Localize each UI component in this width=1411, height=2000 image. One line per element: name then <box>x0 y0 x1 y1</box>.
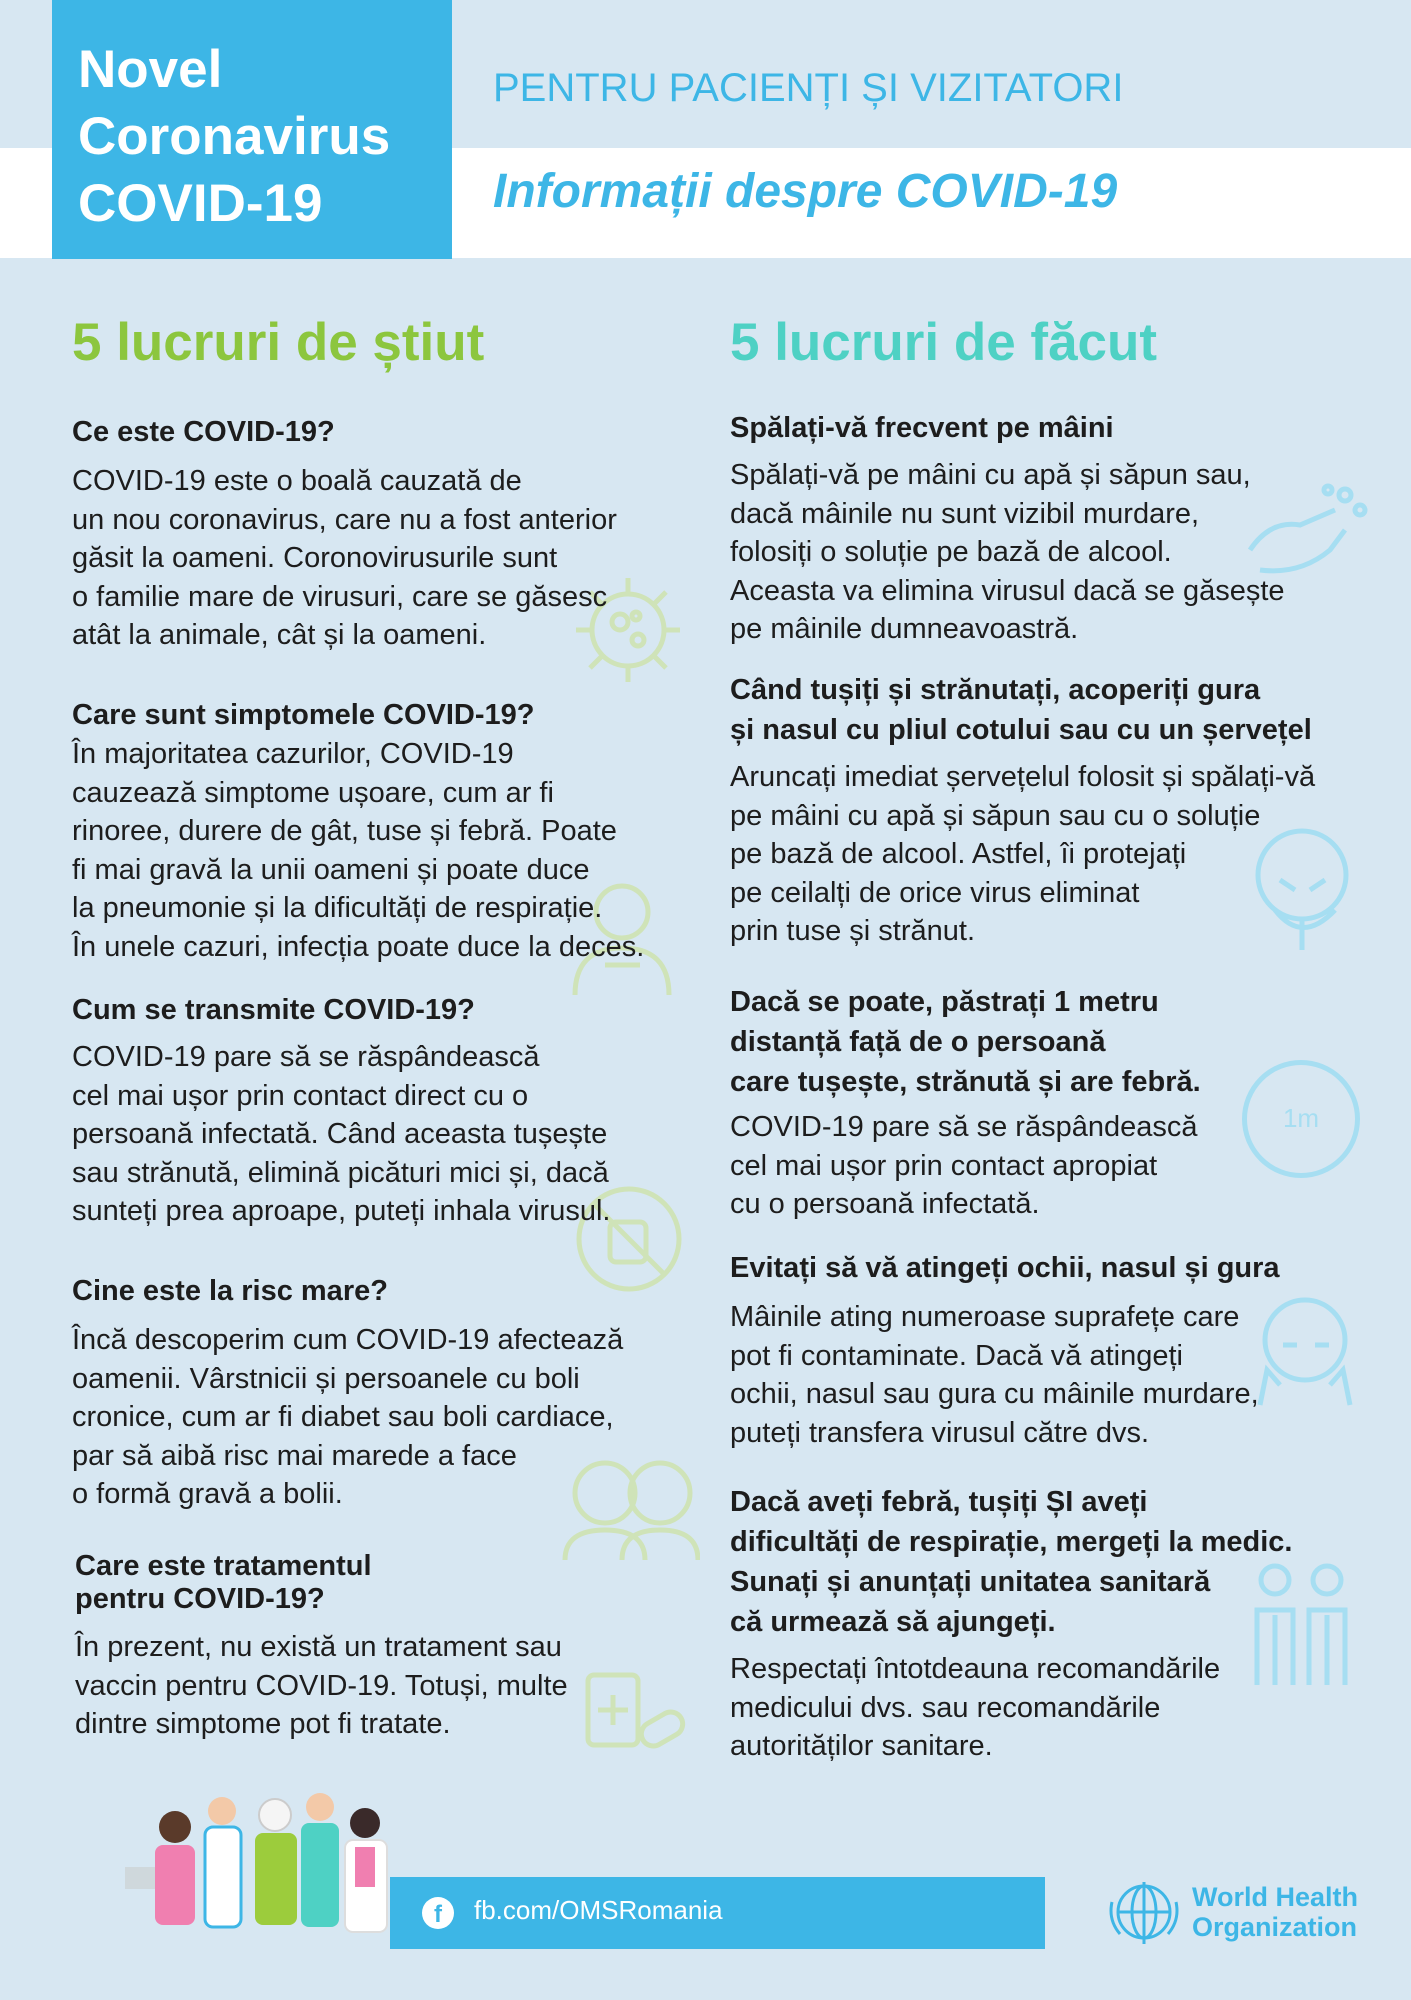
section-heading: dificultăți de respirație, mergeți la medic. <box>730 1526 1293 1558</box>
section-heading: distanță față de o persoană <box>730 1026 1106 1058</box>
section-text-line: cu o persoană infectată. <box>730 1188 1040 1220</box>
section-heading: Dacă aveți febră, tușiți ȘI aveți <box>730 1486 1148 1518</box>
section-text-line: pe bază de alcool. Astfel, îi protejați <box>730 838 1187 870</box>
right-section-3 <box>730 982 1201 1224</box>
section-heading: Care este tratamentul <box>75 1550 372 1582</box>
section-text-line: COVID-19 pare să se răspândească <box>72 1041 540 1073</box>
who-line: Organization <box>1192 1912 1358 1942</box>
section-text-line: cauzează simptome ușoare, cum ar fi <box>72 776 554 809</box>
right-section-2 <box>730 670 1315 951</box>
section-text-line: COVID-19 este o boală cauzată de <box>72 465 522 497</box>
section-text-line: pe ceilalți de orice virus eliminat <box>730 876 1140 909</box>
section-text-line: autorităților sanitare. <box>730 1730 993 1762</box>
section-text-line: Mâinile ating numeroase suprafețe care <box>730 1301 1240 1333</box>
left-section-3 <box>72 990 610 1231</box>
right-column-title: 5 lucruri de făcut <box>730 313 1158 372</box>
section-heading: Dacă se poate, păstrați 1 metru <box>730 986 1159 1018</box>
section-text-line: o formă gravă a bolii. <box>72 1478 343 1510</box>
section-text-line: Aruncați imediat șervețelul folosit și spălați-vă <box>730 761 1316 793</box>
section-heading: Care sunt simptomele COVID-19? <box>72 699 535 731</box>
section-heading: pentru COVID-19? <box>75 1583 325 1615</box>
section-text-line: la pneumonie și la dificultăți de respirație. <box>72 892 603 924</box>
facebook-icon[interactable]: f <box>422 1897 454 1929</box>
distance-label: 1m <box>1282 1103 1320 1133</box>
section-heading: Spălați-vă frecvent pe mâini <box>730 412 1114 444</box>
section-text-line: pe mâinile dumneavoastră. <box>730 613 1079 645</box>
section-heading: Cine este la risc mare? <box>72 1275 388 1307</box>
section-text-line: folosiți o soluție pe bază de alcool. <box>730 536 1172 568</box>
title-line: Coronavirus <box>78 107 391 166</box>
section-heading: Evitați să vă atingeți ochii, nasul și gura <box>730 1252 1280 1284</box>
section-heading: și nasul cu pliul cotului sau cu un șervețel <box>730 714 1312 746</box>
section-text-line: prin tuse și strănut. <box>730 915 975 947</box>
section-heading: că urmează să ajungeți. <box>730 1606 1056 1638</box>
footer-bar <box>390 1877 1045 1949</box>
section-text-line: În unele cazuri, infecția poate duce la deces. <box>72 930 645 963</box>
health-workers-illustration <box>115 1785 405 1965</box>
section-text-line: COVID-19 pare să se răspândească <box>730 1111 1198 1143</box>
section-text-line: ochii, nasul sau gura cu mâinile murdare, <box>730 1378 1259 1410</box>
section-text-line: par să aibă risc mai marede a face <box>72 1439 517 1472</box>
section-text-line: dintre simptome pot fi tratate. <box>75 1708 451 1740</box>
section-text-line: vaccin pentru COVID-19. Totuși, multe <box>75 1669 568 1702</box>
title-line: Novel <box>78 40 223 99</box>
distance-icon <box>1242 1060 1360 1178</box>
section-text-line: Spălați-vă pe mâini cu apă și săpun sau, <box>730 459 1251 491</box>
right-section-1 <box>730 408 1285 649</box>
left-section-1 <box>72 412 617 655</box>
section-text-line: În prezent, nu există un tratament sau <box>75 1631 562 1663</box>
section-heading: Sunați și anunțați unitatea sanitară <box>730 1566 1211 1598</box>
who-line: World Health <box>1192 1882 1359 1912</box>
header-subtitle: PENTRU PACIENȚI ȘI VIZITATORI <box>493 66 1124 110</box>
section-text-line: puteți transfera virusul către dvs. <box>730 1416 1150 1449</box>
left-section-4 <box>72 1271 623 1514</box>
section-text-line: sunteți prea aproape, puteți inhala virusul. <box>72 1195 611 1227</box>
section-text-line: un nou coronavirus, care nu a fost anterior <box>72 503 617 536</box>
section-heading: Când tușiți și strănutați, acoperiți gura <box>730 674 1261 706</box>
section-text-line: pe mâini cu apă și săpun sau cu o soluție <box>730 799 1261 832</box>
left-section-2 <box>72 695 644 966</box>
right-section-4 <box>730 1248 1280 1452</box>
section-heading: Ce este COVID-19? <box>72 416 335 448</box>
section-text-line: Respectați întotdeauna recomandările <box>730 1653 1221 1685</box>
facebook-link[interactable]: fb.com/OMSRomania <box>474 1895 723 1925</box>
section-text-line: persoană infectată. Când aceasta tușește <box>72 1118 608 1150</box>
section-text-line: Încă descoperim cum COVID-19 afectează <box>72 1324 624 1356</box>
section-text-line: cronice, cum ar fi diabet sau boli cardiace, <box>72 1401 614 1433</box>
title-line: COVID-19 <box>78 174 323 233</box>
section-text-line: fi mai gravă la unii oameni și poate duce <box>72 853 590 886</box>
section-text-line: sau strănută, elimină picături mici și, dacă <box>72 1156 609 1189</box>
who-emblem-icon <box>1104 1872 1184 1952</box>
section-text-line: rinoree, durere de gât, tuse și febră. Poate <box>72 815 617 847</box>
section-text-line: În majoritatea cazurilor, COVID-19 <box>72 738 514 770</box>
section-text-line: dacă mâinile nu sunt vizibil murdare, <box>730 497 1200 530</box>
section-text-line: Aceasta va elimina virusul dacă se găsește <box>730 574 1285 607</box>
left-column-title: 5 lucruri de știut <box>72 313 485 372</box>
title-box <box>52 0 452 259</box>
page-title <box>78 36 390 237</box>
section-text-line: medicului dvs. sau recomandările <box>730 1691 1161 1724</box>
medicine-icon <box>578 1655 688 1765</box>
section-text-line: cel mai ușor prin contact direct cu o <box>72 1079 529 1112</box>
right-section-5 <box>730 1482 1292 1766</box>
header-italic-title: Informații despre COVID-19 <box>493 165 1118 218</box>
section-heading: care tușește, strănută și are febră. <box>730 1066 1201 1098</box>
left-section-5 <box>75 1550 568 1744</box>
section-heading: Cum se transmite COVID-19? <box>72 994 475 1026</box>
section-text-line: o familie mare de virusuri, care se găsesc <box>72 580 608 613</box>
who-logo-text <box>1192 1882 1358 1942</box>
section-text-line: găsit la oameni. Coronovirusurile sunt <box>72 542 558 574</box>
section-text-line: atât la animale, cât și la oameni. <box>72 619 487 651</box>
section-text-line: oamenii. Vârstnicii și persoanele cu boli <box>72 1362 580 1395</box>
section-text-line: pot fi contaminate. Dacă vă atingeți <box>730 1339 1183 1372</box>
section-text-line: cel mai ușor prin contact apropiat <box>730 1149 1158 1182</box>
